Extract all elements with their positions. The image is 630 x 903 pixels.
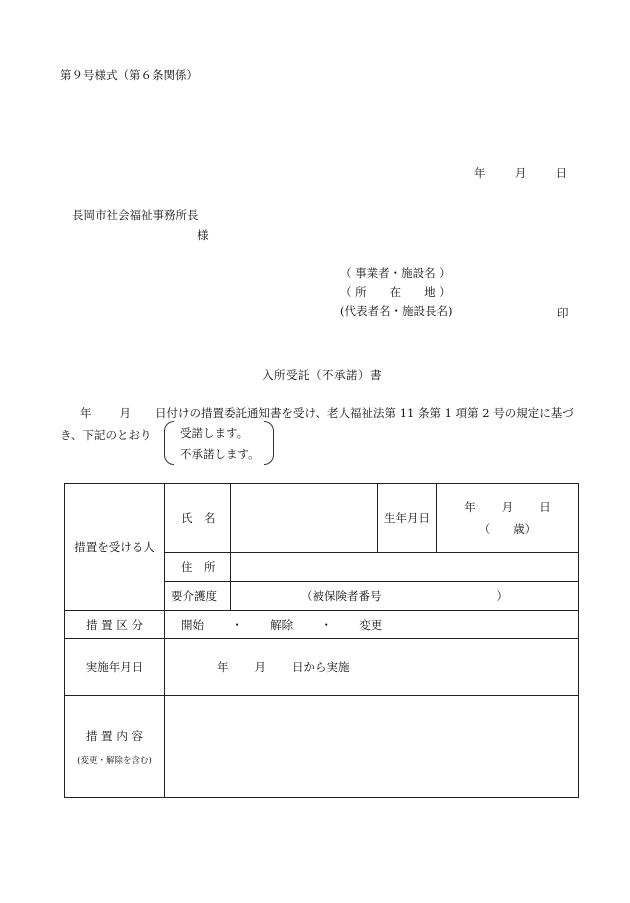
birth-label: 生年月日: [378, 484, 437, 553]
measure-table: [64, 483, 579, 798]
insured-number-field[interactable]: （被保険者番号 ）: [231, 582, 579, 611]
choice-bracket: [164, 421, 274, 467]
content-label-note: (変更・解除を含む): [77, 755, 152, 766]
date-day: 日: [555, 166, 568, 180]
separator-dot: ・: [231, 617, 243, 632]
implementation-date-label: 実施年月日: [65, 639, 165, 696]
document-title: 入所受託（不承諾）書: [262, 368, 382, 382]
name-label: 氏 名: [165, 484, 231, 553]
choice-reject[interactable]: 不承諾します。: [180, 447, 260, 461]
measure-type-label: 措 置 区 分: [65, 611, 165, 639]
birth-age: （ 歳）: [478, 522, 537, 536]
measure-change-option[interactable]: 変更: [359, 617, 383, 632]
addressee-honorific: 様: [197, 228, 209, 242]
impl-rest: 日から実施: [292, 660, 350, 674]
content-label-text: 措 置 内 容: [86, 728, 143, 743]
body-text: 日付けの措置委託通知書を受け、老人福祉法第 11 条第 1 項第 2 号の規定に基づ: [155, 406, 574, 420]
sender-representative: (代表者名・施設長名): [340, 304, 453, 318]
address-field[interactable]: [231, 553, 579, 582]
date-year: 年: [474, 166, 486, 180]
measure-release-option[interactable]: 解除: [270, 617, 294, 632]
birth-year: 年: [464, 500, 476, 514]
choice-accept[interactable]: 受諾します。: [180, 426, 249, 440]
body-month: 月: [119, 406, 131, 420]
right-bracket: [264, 421, 274, 465]
date-month: 月: [514, 166, 527, 180]
address-label: 住 所: [165, 553, 231, 582]
separator-dot: ・: [320, 617, 332, 632]
measure-content-label: [65, 696, 165, 798]
birth-month: 月: [501, 500, 514, 514]
addressee-name: 長岡市社会福祉事務所長: [72, 208, 199, 222]
measure-start-option[interactable]: 開始: [181, 617, 204, 632]
implementation-date-field[interactable]: [165, 639, 579, 696]
seal-mark: 印: [557, 306, 569, 320]
impl-year: 年: [217, 660, 229, 674]
body-year: 年: [80, 406, 92, 420]
left-bracket: [164, 421, 174, 465]
measure-type-options: [165, 611, 579, 639]
sender-business-name: （ 事業者・施設名 ）: [340, 266, 451, 280]
date-line: [474, 165, 567, 181]
body-line-1: [80, 405, 574, 421]
person-label: 措置を受ける人: [65, 484, 165, 611]
sender-block: [340, 264, 452, 321]
form-number: 第９号様式（第６条関係）: [60, 68, 198, 82]
impl-month: 月: [254, 660, 266, 674]
birth-field[interactable]: [437, 484, 579, 553]
birth-day: 日: [539, 500, 551, 514]
body-line-2: き、下記のとおり: [60, 428, 152, 442]
sender-address: （ 所 在 地 ）: [340, 285, 451, 299]
care-level-label: 要介護度: [165, 582, 231, 611]
name-field[interactable]: [231, 484, 378, 553]
measure-content-field[interactable]: [165, 696, 579, 798]
